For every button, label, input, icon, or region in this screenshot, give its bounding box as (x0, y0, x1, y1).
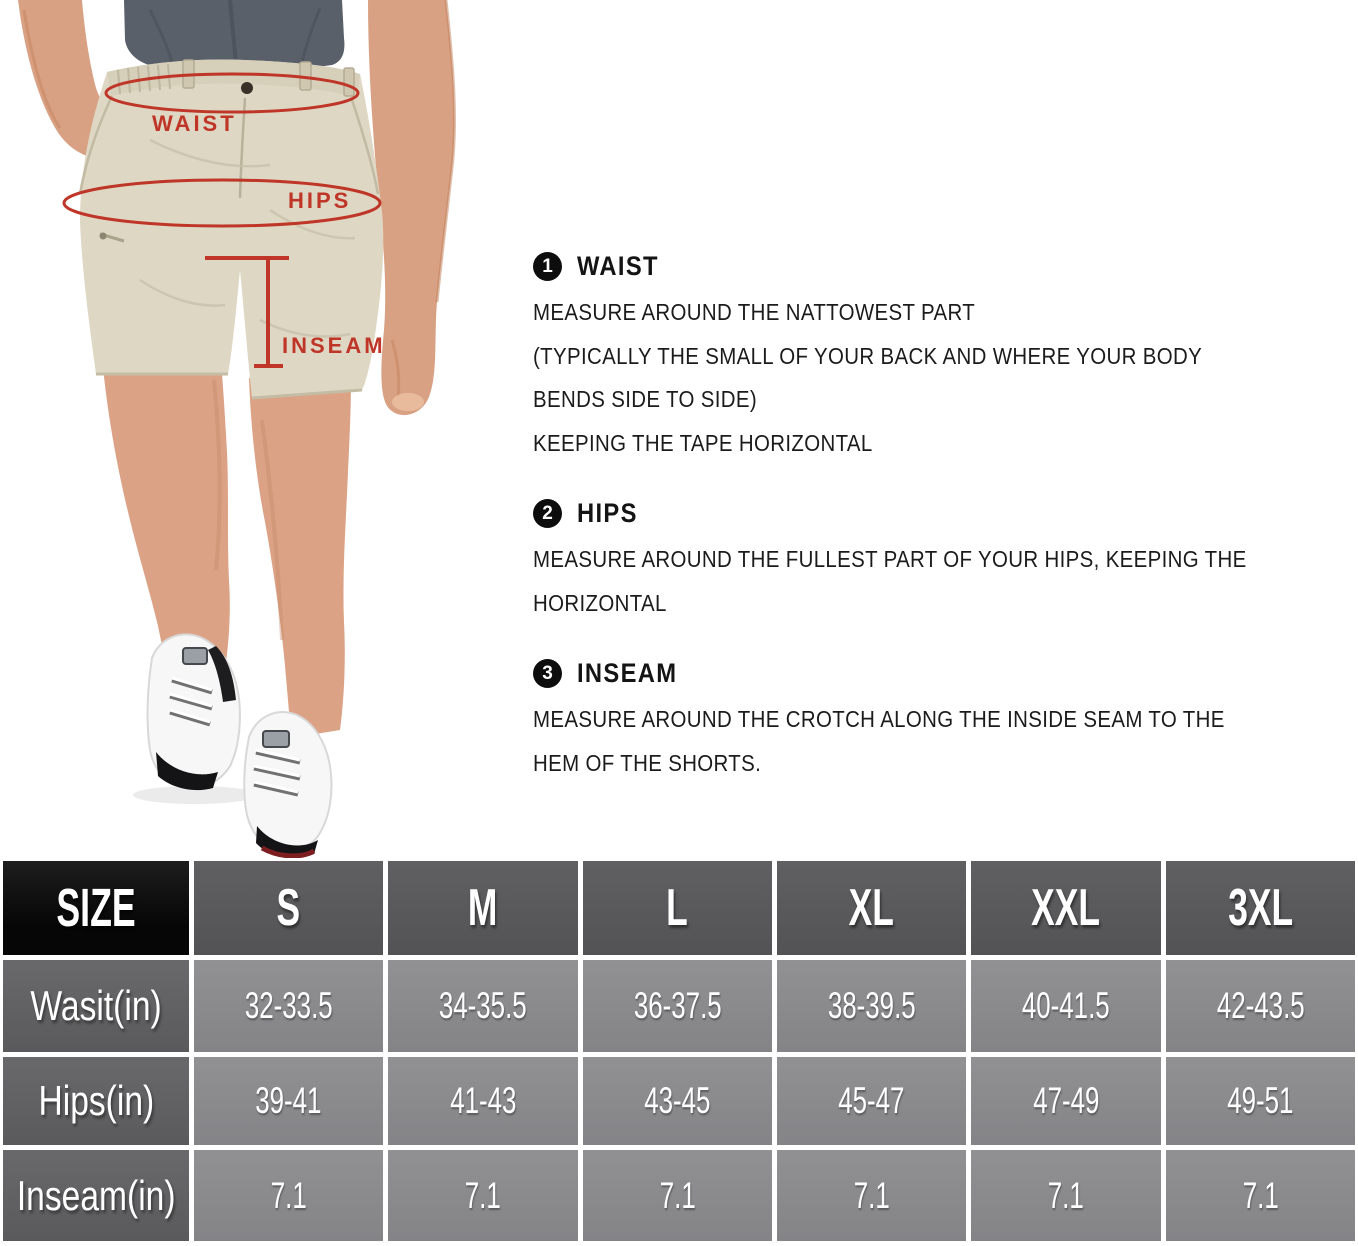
instruction-line: MEASURE AROUND THE NATTOWEST PART (533, 299, 976, 325)
inseam-value-s: 7.1 (194, 1150, 383, 1241)
inseam-value-3xl: 7.1 (1166, 1150, 1355, 1241)
row-label-waist: Wasit(in) (3, 960, 189, 1052)
hips-value-xl: 45-47 (777, 1057, 966, 1145)
left-shoe (133, 634, 257, 804)
waist-value-l: 36-37.5 (583, 960, 772, 1052)
column-header-m: M (388, 861, 577, 955)
instruction-line: BENDS SIDE TO SIDE) (533, 386, 757, 412)
instruction-line: MEASURE AROUND THE FULLEST PART OF YOUR HIPS, KEEPING THE (533, 546, 1247, 572)
section-title-waist: WAIST (577, 250, 659, 281)
man-wearing-shorts-illustration (0, 0, 530, 858)
hips-value-xxl: 47-49 (971, 1057, 1160, 1145)
instruction-line: HORIZONTAL (533, 589, 667, 616)
row-label-hips: Hips(in) (3, 1057, 189, 1145)
hips-value-3xl: 49-51 (1166, 1057, 1355, 1145)
waist-value-xl: 38-39.5 (777, 960, 966, 1052)
left-leg (102, 358, 230, 674)
size-chart-table (0, 858, 1358, 1246)
hips-value-s: 39-41 (194, 1057, 383, 1145)
instruction-line: HEM OF THE SHORTS. (533, 749, 762, 776)
section-title-inseam: INSEAM (577, 657, 678, 688)
instruction-section-hips (533, 497, 1348, 625)
measuring-instructions (533, 250, 1348, 817)
hips-label: HIPS (288, 188, 352, 213)
instruction-line: (TYPICALLY THE SMALL OF YOUR BACK AND WHERE YOUR BODY (533, 342, 1203, 369)
table-corner-size: SIZE (3, 861, 189, 955)
instruction-section-inseam (533, 657, 1348, 785)
button (241, 82, 253, 94)
section-title-hips: HIPS (577, 497, 638, 528)
row-label-inseam: Inseam(in) (3, 1150, 189, 1241)
right-shoe (244, 712, 331, 858)
inseam-value-xxl: 7.1 (971, 1150, 1160, 1241)
waist-label: WAIST (152, 111, 237, 136)
column-header-l: L (583, 861, 772, 955)
column-header-3xl: 3XL (1166, 861, 1355, 955)
instruction-section-waist (533, 250, 1348, 465)
column-header-s: S (194, 861, 383, 955)
instruction-line: KEEPING THE TAPE HORIZONTAL (533, 429, 873, 456)
step-1-badge: 1 (533, 252, 562, 281)
instruction-line: MEASURE AROUND THE CROTCH ALONG THE INSIDE SEAM TO THE (533, 706, 1225, 732)
column-header-xxl: XXL (971, 861, 1160, 955)
product-photo (0, 0, 530, 858)
inseam-value-l: 7.1 (583, 1150, 772, 1241)
hips-value-l: 43-45 (583, 1057, 772, 1145)
inseam-value-m: 7.1 (388, 1150, 577, 1241)
waist-value-xxl: 40-41.5 (971, 960, 1160, 1052)
waist-value-s: 32-33.5 (194, 960, 383, 1052)
column-header-xl: XL (777, 861, 966, 955)
waist-value-3xl: 42-43.5 (1166, 960, 1355, 1052)
step-3-badge: 3 (533, 659, 562, 688)
inseam-value-xl: 7.1 (777, 1150, 966, 1241)
right-leg (249, 378, 351, 738)
inseam-label: INSEAM (282, 333, 386, 358)
waist-value-m: 34-35.5 (388, 960, 577, 1052)
step-2-badge: 2 (533, 499, 562, 528)
hips-value-m: 41-43 (388, 1057, 577, 1145)
